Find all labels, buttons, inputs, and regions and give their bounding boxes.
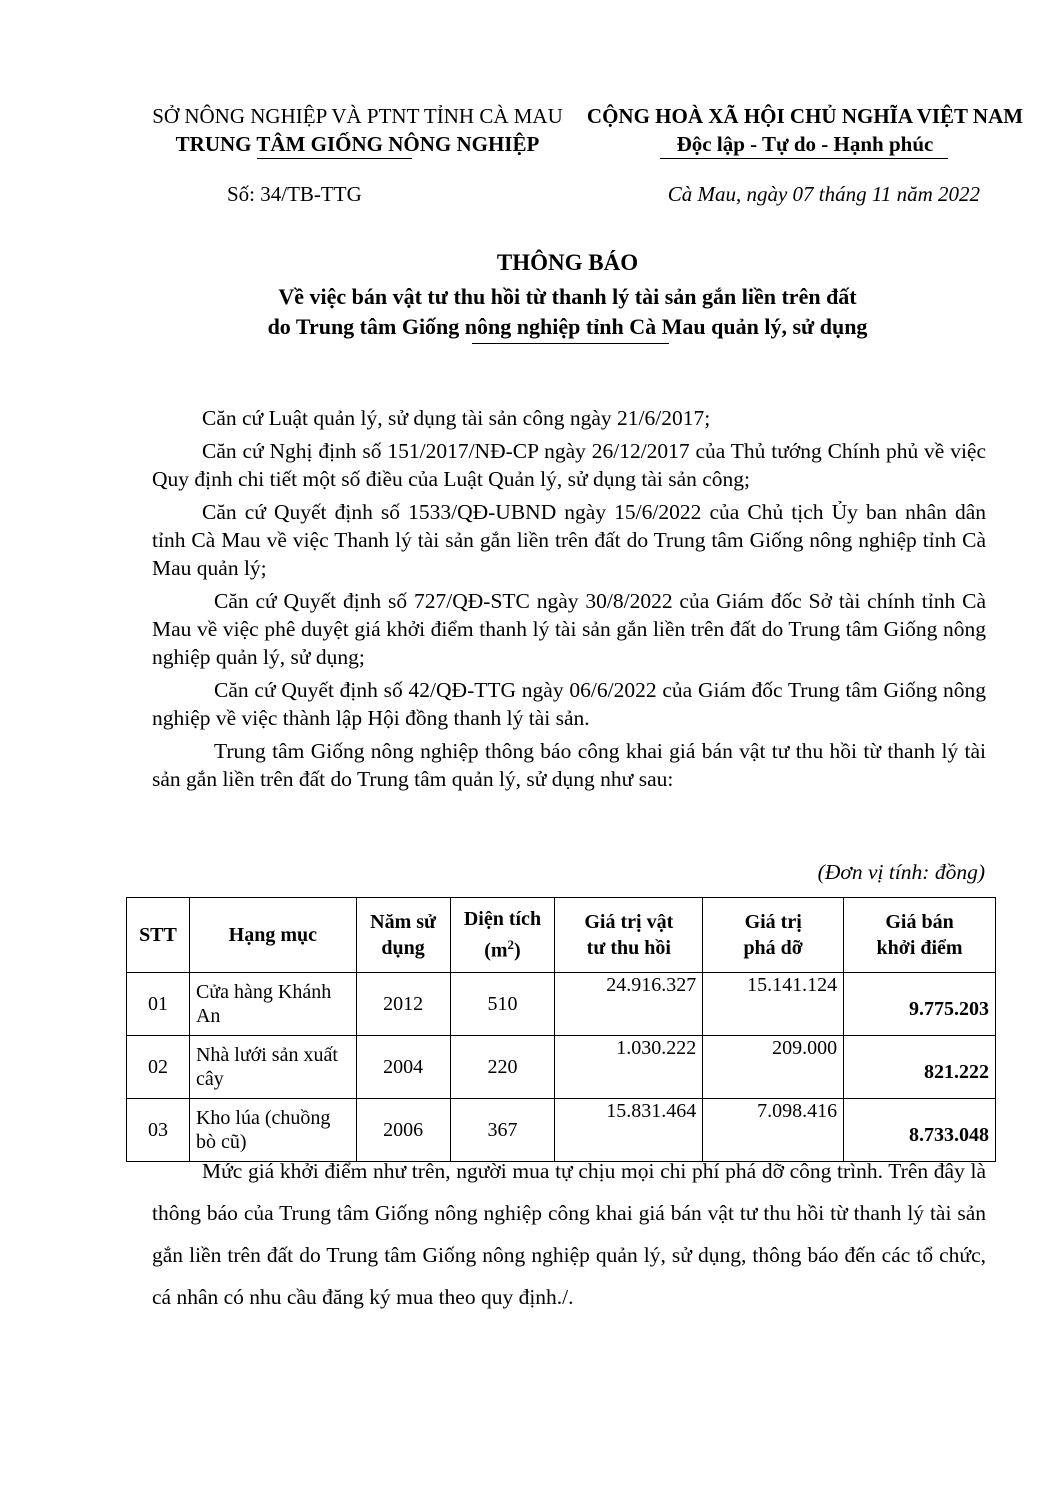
cell-price: 8.733.048: [844, 1099, 996, 1162]
legal-basis-1: Căn cứ Luật quản lý, sử dụng tài sản công ngày 21/6/2017;: [202, 406, 711, 430]
legal-basis-2: Căn cứ Nghị định số 151/2017/NĐ-CP ngày 26/12/2017 của Thủ tướng Chính phủ về việc Quy định chi tiết một số điều của Luật Quản lý, sử dụng tài sản công;: [152, 439, 986, 491]
cell-area: 510: [450, 973, 555, 1036]
table-row: [127, 973, 996, 1036]
cell-demolition: 7.098.416: [703, 1099, 844, 1162]
header-salvage: Giá trị vật tư thu hồi: [555, 898, 703, 973]
preamble: [152, 404, 986, 798]
national-motto-block: [580, 102, 1030, 158]
table-header-row: [127, 898, 996, 973]
cell-price: 9.775.203: [844, 973, 996, 1036]
table-row: [127, 1036, 996, 1099]
issuer-block: [130, 102, 585, 158]
cell-item: Cửa hàng Khánh An: [189, 973, 356, 1036]
cell-item: Nhà lưới sản xuất cây: [189, 1036, 356, 1099]
cell-area: 367: [450, 1099, 555, 1162]
title-underline: [472, 343, 669, 344]
cell-item: Kho lúa (chuồng bò cũ): [189, 1099, 356, 1162]
asset-table: [126, 897, 996, 1162]
subtitle-line-1: Về việc bán vật tư thu hồi từ thanh lý tài sản gắn liền trên đất: [278, 284, 857, 309]
issuer-center: TRUNG TÂM GIỐNG NÔNG NGHIỆP: [175, 132, 540, 156]
document-subtitle: [150, 282, 985, 342]
issuer-department: SỞ NÔNG NGHIỆP VÀ PTNT TỈNH CÀ MAU: [152, 104, 563, 128]
header-price: Giá bán khởi điểm: [844, 898, 996, 973]
cell-year: 2006: [356, 1099, 450, 1162]
header-year: Năm sử dụng: [356, 898, 450, 973]
header-stt: STT: [127, 898, 190, 973]
document-title: THÔNG BÁO: [496, 250, 639, 275]
cell-price: 821.222: [844, 1036, 996, 1099]
legal-basis-5: Căn cứ Quyết định số 42/QĐ-TTG ngày 06/6/2022 của Giám đốc Trung tâm Giống nông nghiệp về việc thành lập Hội đồng thanh lý tài sản.: [152, 678, 986, 730]
cell-stt: 02: [127, 1036, 190, 1099]
unit-note: (Đơn vị tính: đồng): [817, 860, 985, 884]
document-date: Cà Mau, ngày 07 tháng 11 năm 2022: [667, 182, 980, 206]
motto-underline: [660, 158, 948, 159]
announcement-intro: Trung tâm Giống nông nghiệp thông báo công khai giá bán vật tư thu hồi từ thanh lý tài sản gắn liền trên đất do Trung tâm quản lý, sử dụng như sau:: [152, 739, 986, 791]
cell-salvage: 1.030.222: [555, 1036, 703, 1099]
cell-demolition: 209.000: [703, 1036, 844, 1099]
header-area: Diện tích $(m^2)$: [450, 898, 555, 973]
cell-salvage: 24.916.327: [555, 973, 703, 1036]
cell-salvage: 15.831.464: [555, 1099, 703, 1162]
cell-demolition: 15.141.124: [703, 973, 844, 1036]
document-number: Số: 34/TB-TTG: [227, 182, 362, 206]
cell-area: 220: [450, 1036, 555, 1099]
legal-basis-4: Căn cứ Quyết định số 727/QĐ-STC ngày 30/8/2022 của Giám đốc Sở tài chính tỉnh Cà Mau về việc phê duyệt giá khởi điểm thanh lý tài sản gắn liền trên đất do Trung tâm Giống nông nghiệp quản lý, sử dụng;: [152, 589, 986, 669]
header-item: Hạng mục: [189, 898, 356, 973]
header-demolition: Giá trị phá dỡ: [703, 898, 844, 973]
cell-stt: 03: [127, 1099, 190, 1162]
closing-text: Mức giá khởi điểm như trên, người mua tự chịu mọi chi phí phá dỡ công trình. Trên đây là thông báo của Trung tâm Giống nông nghiệp công khai giá bán vật tư thu hồi từ thanh lý tài sản gắn liền trên đất do Trung tâm Giống nông nghiệp quản lý, sử dụng, thông báo đến các tổ chức, cá nhân có nhu cầu đăng ký mua theo quy định./.: [152, 1159, 986, 1309]
closing-paragraph: [152, 1150, 986, 1318]
national-motto: Độc lập - Tự do - Hạnh phúc: [676, 132, 934, 156]
legal-basis-3: Căn cứ Quyết định số 1533/QĐ-UBND ngày 15/6/2022 của Chủ tịch Ủy ban nhân dân tỉnh Cà Mau về việc Thanh lý tài sản gắn liền trên đất do Trung tâm Giống nông nghiệp tỉnh Cà Mau quản lý;: [152, 500, 986, 580]
cell-year: 2012: [356, 973, 450, 1036]
issuer-underline: [257, 158, 412, 159]
cell-year: 2004: [356, 1036, 450, 1099]
cell-stt: 01: [127, 973, 190, 1036]
subtitle-line-2: do Trung tâm Giống nông nghiệp tỉnh Cà Mau quản lý, sử dụng: [267, 314, 868, 339]
national-title: CỘNG HOÀ XÃ HỘI CHỦ NGHĨA VIỆT NAM: [586, 104, 1024, 128]
